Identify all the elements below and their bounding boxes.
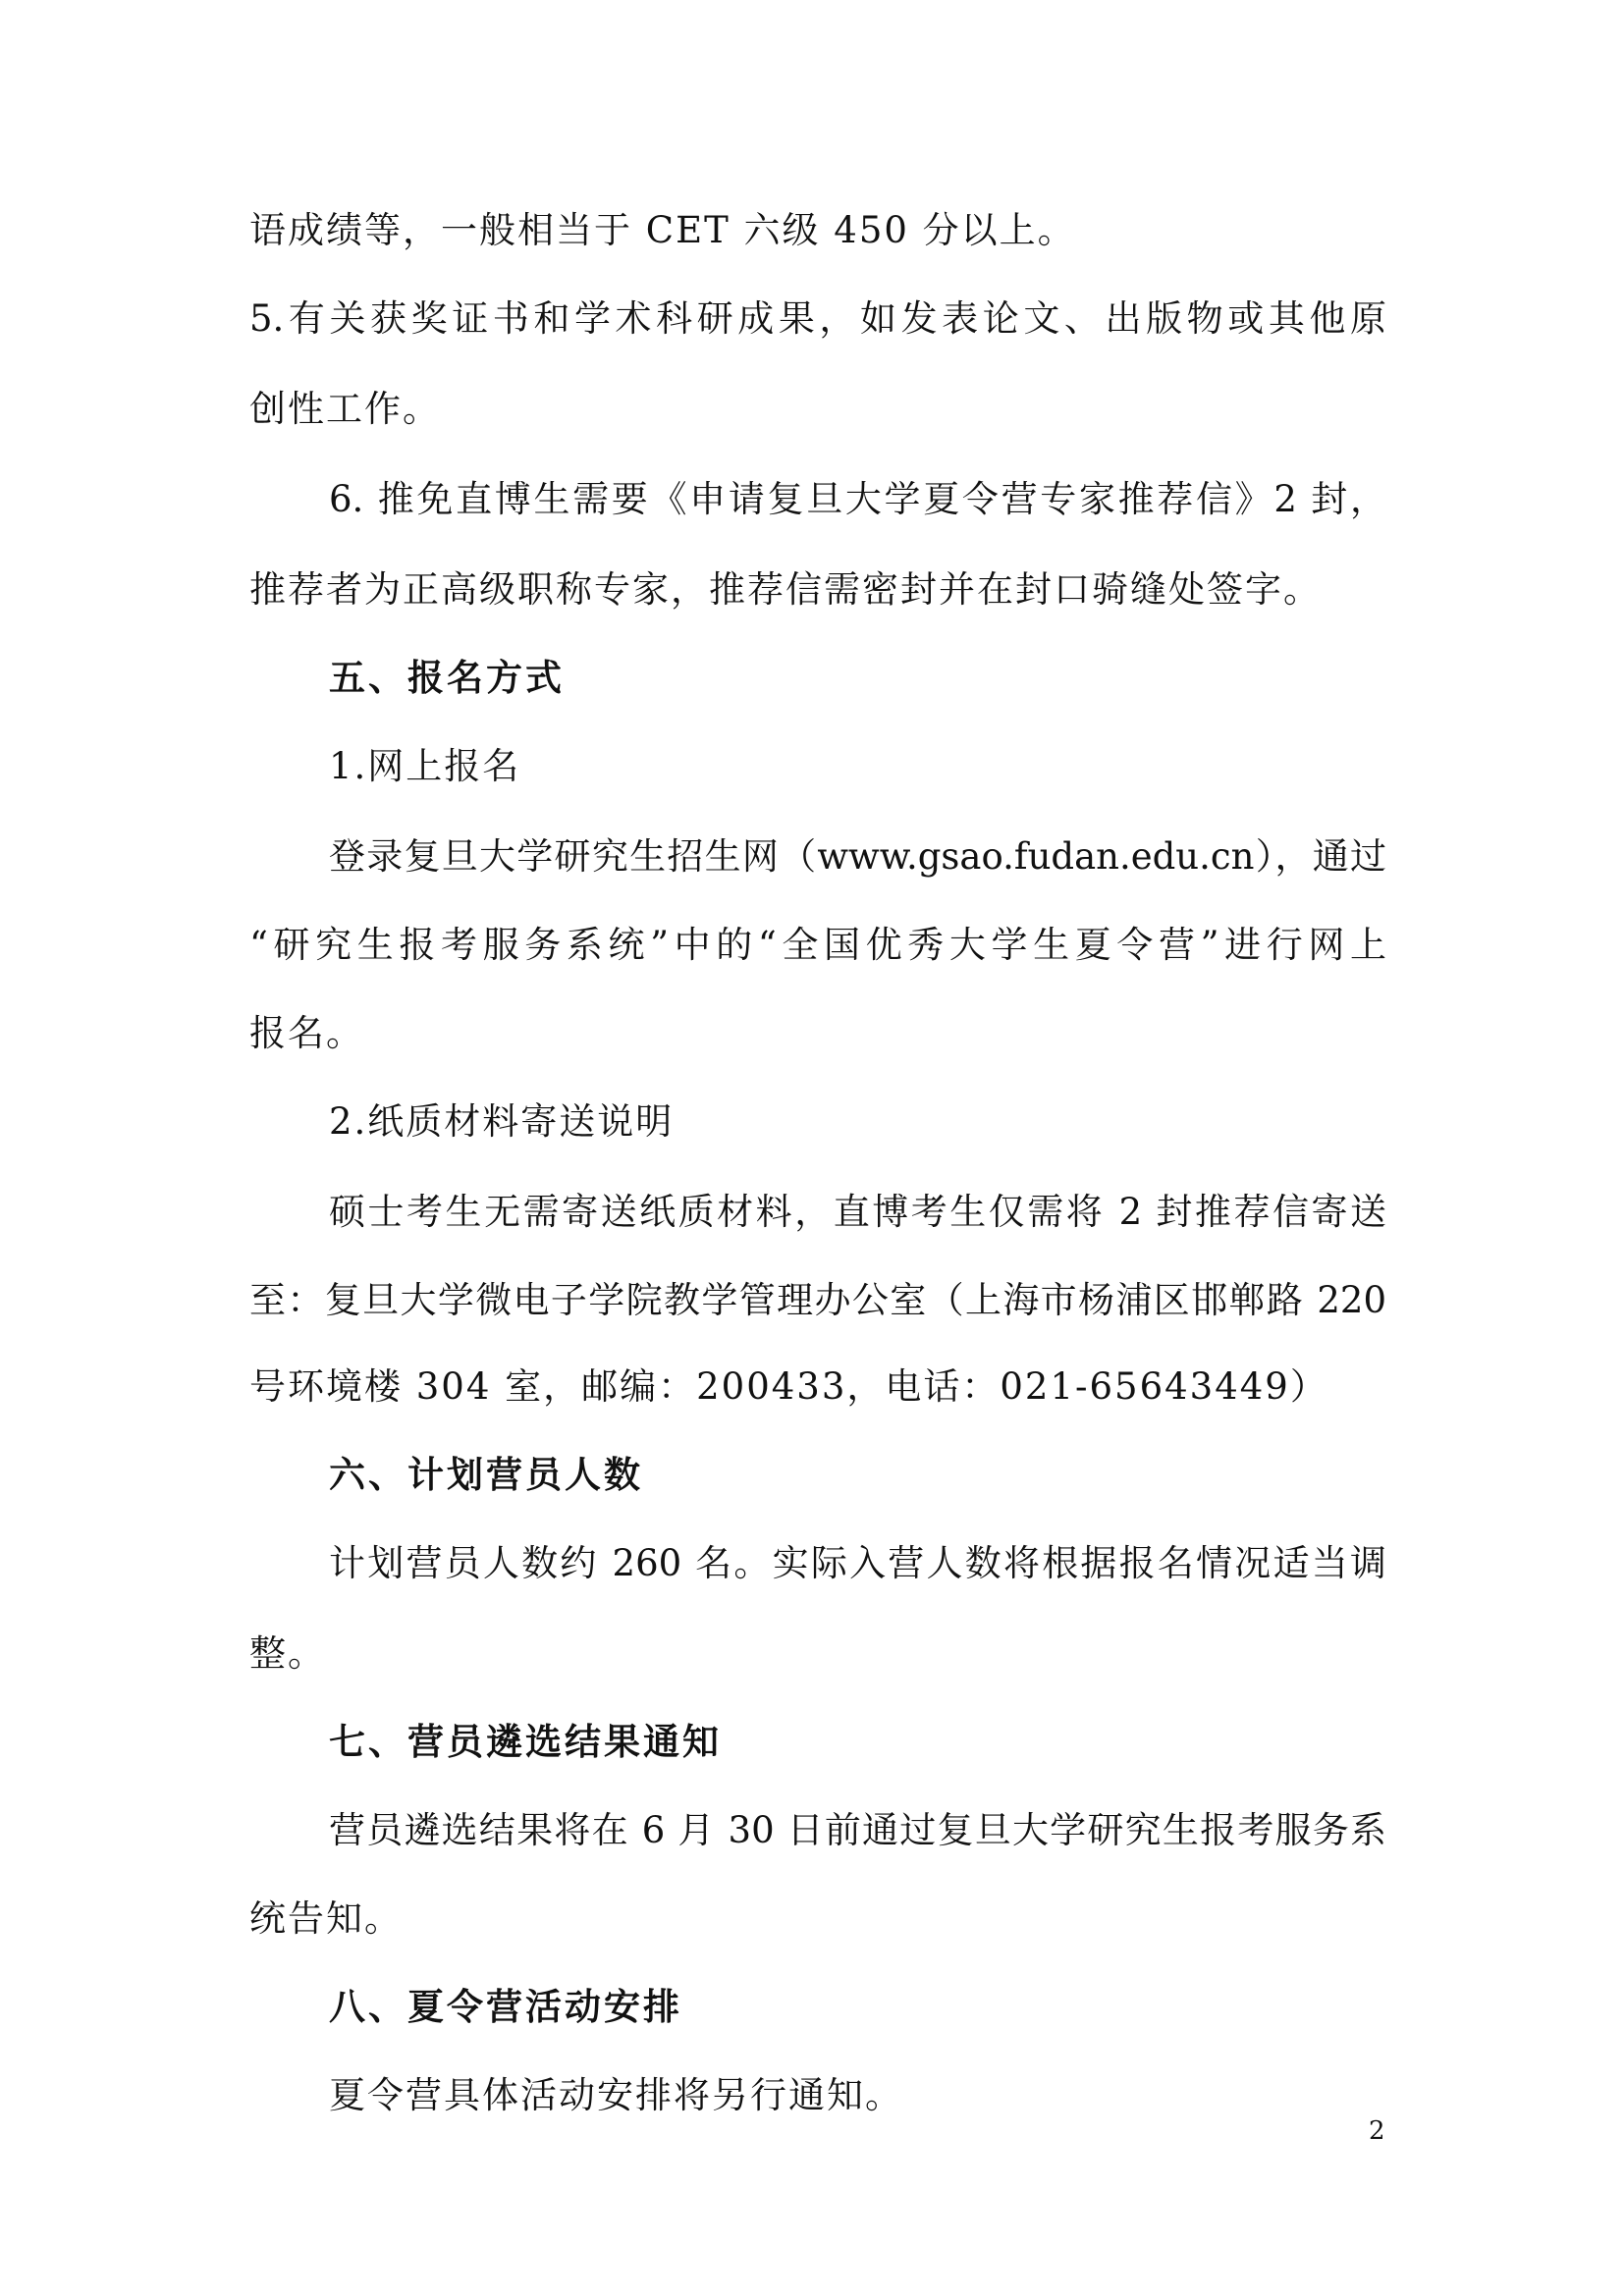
paragraph-line: 统告知。 <box>249 1897 403 1940</box>
paragraph-line: 5.有关获奖证书和学术科研成果，如发表论文、出版物或其他原 <box>249 297 1386 340</box>
paragraph-line: 报名。 <box>249 1012 364 1054</box>
paragraph-line: 至：复旦大学微电子学院教学管理办公室（上海市杨浦区邯郸路 220 <box>249 1279 1386 1321</box>
paragraph-line: 营员遴选结果将在 6 月 30 日前通过复旦大学研究生报考服务系 <box>329 1809 1386 1851</box>
paragraph-line: 计划营员人数约 260 名。实际入营人数将根据报名情况适当调 <box>329 1542 1386 1584</box>
section-heading-5: 五、报名方式 <box>329 657 565 699</box>
paragraph-line: 夏令营具体活动安排将另行通知。 <box>329 2074 903 2116</box>
paragraph-line: 推荐者为正高级职称专家，推荐信需密封并在封口骑缝处签字。 <box>249 568 1322 611</box>
paragraph-line: 硕士考生无需寄送纸质材料，直博考生仅需将 2 封推荐信寄送 <box>329 1191 1386 1233</box>
paragraph-line: 登录复旦大学研究生招生网（www.gsao.fudan.edu.cn），通过 <box>329 835 1386 878</box>
paragraph-line: 语成绩等，一般相当于 CET 六级 450 分以上。 <box>249 209 1076 251</box>
paragraph-line: 号环境楼 304 室，邮编：200433，电话：021-65643449） <box>249 1365 1328 1408</box>
subsection-heading: 2.纸质材料寄送说明 <box>329 1100 675 1143</box>
section-heading-8: 八、夏令营活动安排 <box>329 1986 682 2028</box>
section-heading-7: 七、营员遴选结果通知 <box>329 1721 722 1763</box>
paragraph-line: “研究生报考服务系统”中的“全国优秀大学生夏令营”进行网上 <box>249 924 1386 966</box>
paragraph-line: 6. 推免直博生需要《申请复旦大学夏令营专家推荐信》2 封， <box>329 478 1386 520</box>
subsection-heading: 1.网上报名 <box>329 745 521 787</box>
paragraph-line: 整。 <box>249 1632 326 1675</box>
paragraph-line: 创性工作。 <box>249 388 441 430</box>
page-number: 2 <box>1369 2116 1385 2146</box>
section-heading-6: 六、计划营员人数 <box>329 1454 643 1496</box>
